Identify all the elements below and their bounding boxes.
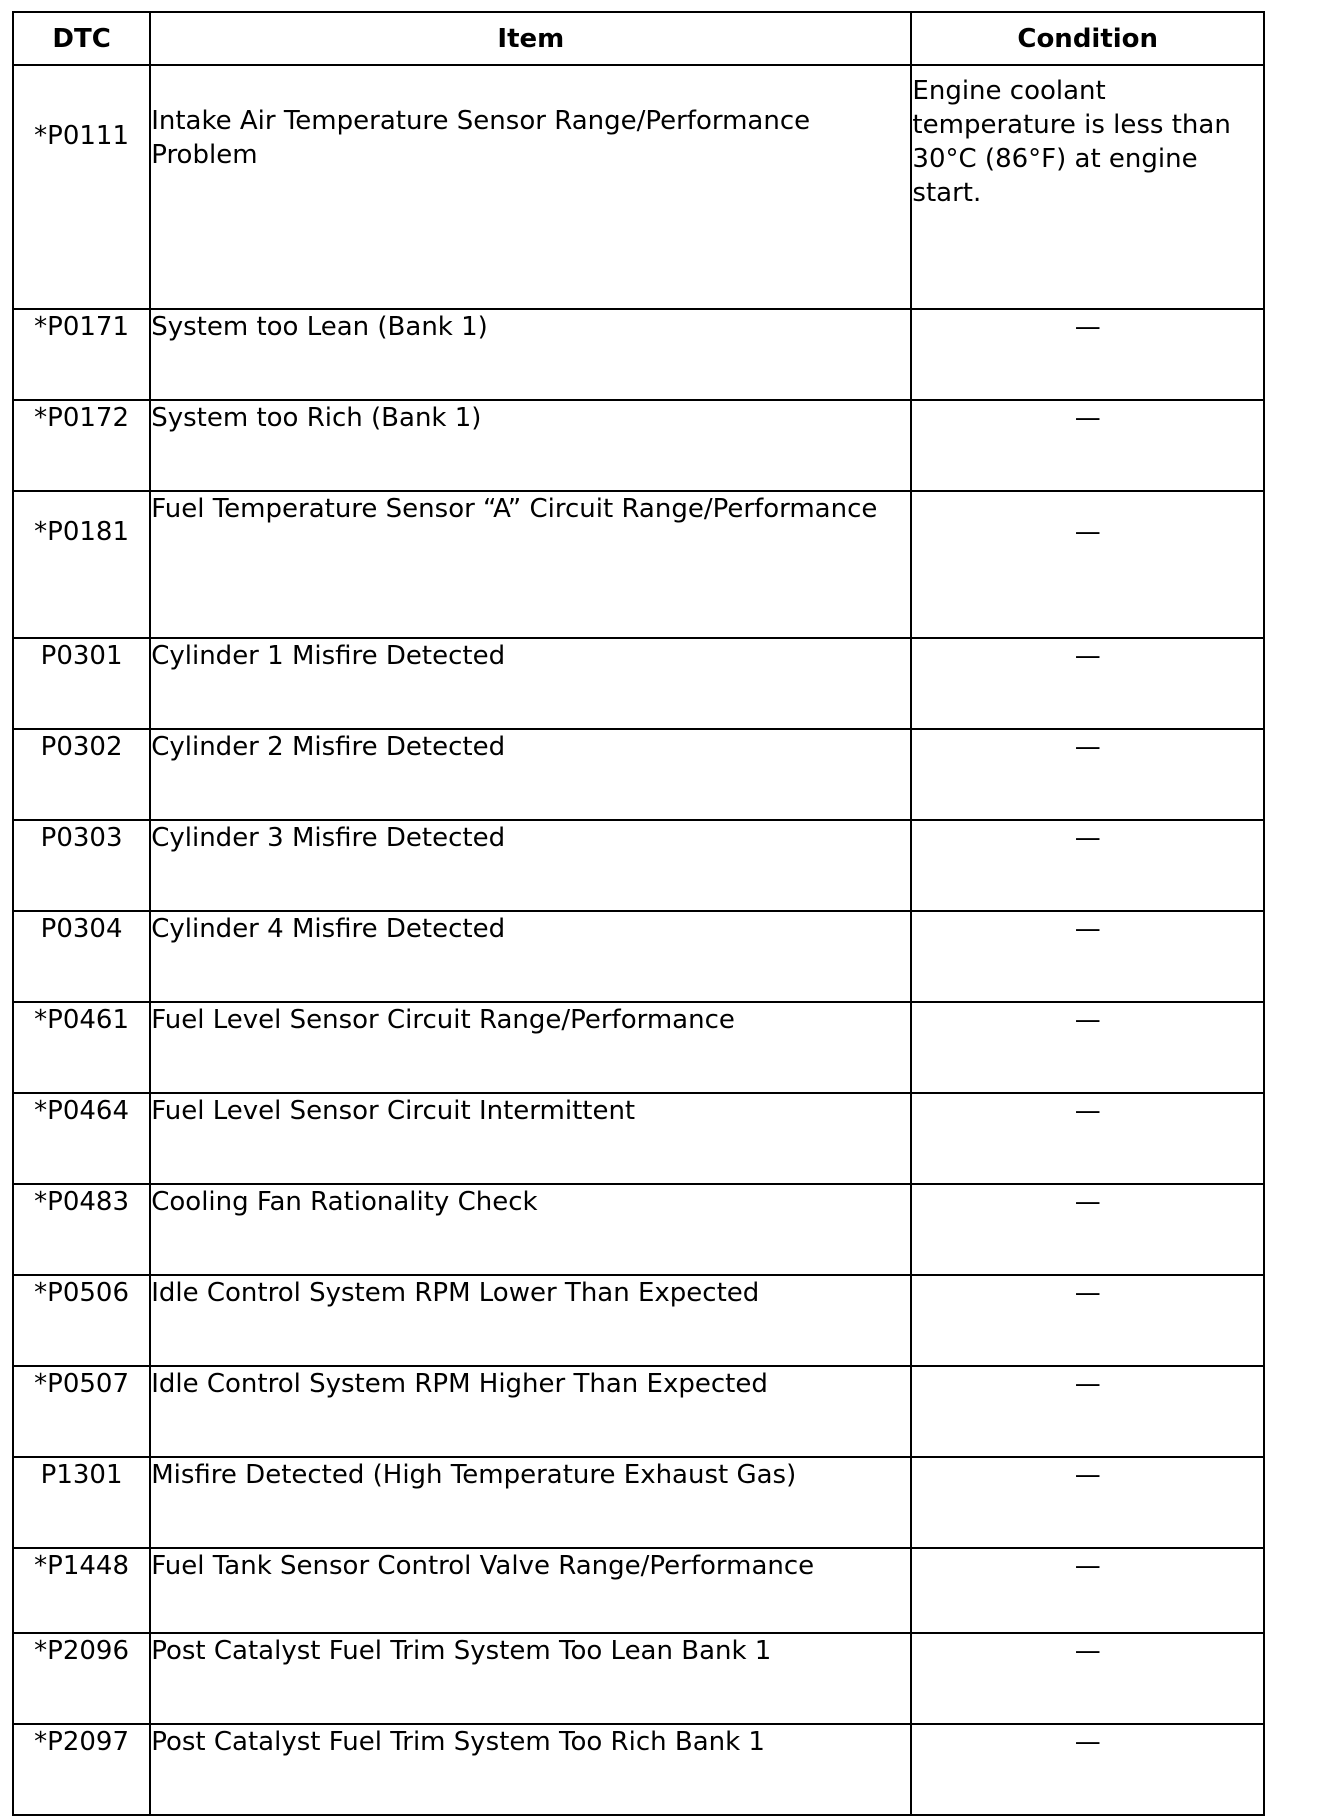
dtc-code: *P0111	[13, 65, 150, 309]
dtc-condition: —	[911, 309, 1264, 400]
dtc-condition: —	[911, 491, 1264, 638]
dtc-code: *P0181	[13, 491, 150, 638]
table-row	[13, 491, 1264, 638]
dtc-condition: —	[911, 820, 1264, 911]
dtc-code: *P0507	[13, 1366, 150, 1457]
dtc-item: Idle Control System RPM Lower Than Expected	[150, 1275, 911, 1366]
dtc-code: *P2096	[13, 1633, 150, 1724]
table-row	[13, 1724, 1264, 1815]
table-row	[13, 1366, 1264, 1457]
dtc-item: Cylinder 1 Misfire Detected	[150, 638, 911, 729]
dtc-code: P0302	[13, 729, 150, 820]
dtc-condition: —	[911, 1457, 1264, 1548]
dtc-code: *P0171	[13, 309, 150, 400]
dtc-code: *P1448	[13, 1548, 150, 1633]
table-row	[13, 1184, 1264, 1275]
dtc-item: System too Lean (Bank 1)	[150, 309, 911, 400]
table-row	[13, 1093, 1264, 1184]
table-row	[13, 1002, 1264, 1093]
dtc-code: *P0506	[13, 1275, 150, 1366]
dtc-table	[12, 11, 1265, 1816]
dtc-item: Cooling Fan Rationality Check	[150, 1184, 911, 1275]
dtc-item: Cylinder 2 Misfire Detected	[150, 729, 911, 820]
dtc-condition: —	[911, 1724, 1264, 1815]
dtc-code: *P0172	[13, 400, 150, 491]
table-row	[13, 1275, 1264, 1366]
table-row	[13, 911, 1264, 1002]
dtc-item: Post Catalyst Fuel Trim System Too Rich Bank 1	[150, 1724, 911, 1815]
dtc-code: *P2097	[13, 1724, 150, 1815]
table-row	[13, 309, 1264, 400]
table-row	[13, 1633, 1264, 1724]
dtc-code: *P0461	[13, 1002, 150, 1093]
header-item: Item	[150, 12, 911, 65]
dtc-item: Misfire Detected (High Temperature Exhaust Gas)	[150, 1457, 911, 1548]
dtc-item: Post Catalyst Fuel Trim System Too Lean Bank 1	[150, 1633, 911, 1724]
dtc-condition: —	[911, 400, 1264, 491]
table-row	[13, 820, 1264, 911]
dtc-item: Intake Air Temperature Sensor Range/Performance Problem	[150, 65, 911, 309]
table-row	[13, 400, 1264, 491]
dtc-condition: —	[911, 1548, 1264, 1633]
dtc-condition: —	[911, 729, 1264, 820]
table-row	[13, 65, 1264, 309]
dtc-condition: —	[911, 638, 1264, 729]
dtc-code: P0304	[13, 911, 150, 1002]
dtc-code: P0301	[13, 638, 150, 729]
dtc-item: Idle Control System RPM Higher Than Expected	[150, 1366, 911, 1457]
header-condition: Condition	[911, 12, 1264, 65]
dtc-item: Fuel Temperature Sensor “A” Circuit Range/Performance	[150, 491, 911, 638]
dtc-condition: —	[911, 911, 1264, 1002]
dtc-condition: Engine coolant temperature is less than 30°C (86°F) at engine start.	[911, 65, 1264, 309]
dtc-code: *P0483	[13, 1184, 150, 1275]
table-row	[13, 1548, 1264, 1633]
dtc-item: Cylinder 4 Misfire Detected	[150, 911, 911, 1002]
table-header-row	[13, 12, 1264, 65]
table-row	[13, 638, 1264, 729]
dtc-condition: —	[911, 1633, 1264, 1724]
dtc-condition: —	[911, 1184, 1264, 1275]
table-row	[13, 729, 1264, 820]
dtc-code: P1301	[13, 1457, 150, 1548]
dtc-condition: —	[911, 1093, 1264, 1184]
dtc-item: Fuel Level Sensor Circuit Intermittent	[150, 1093, 911, 1184]
dtc-condition: —	[911, 1275, 1264, 1366]
dtc-item: Fuel Level Sensor Circuit Range/Performance	[150, 1002, 911, 1093]
dtc-code: *P0464	[13, 1093, 150, 1184]
dtc-item: System too Rich (Bank 1)	[150, 400, 911, 491]
header-dtc: DTC	[13, 12, 150, 65]
dtc-condition: —	[911, 1002, 1264, 1093]
dtc-item: Cylinder 3 Misfire Detected	[150, 820, 911, 911]
dtc-condition: —	[911, 1366, 1264, 1457]
table-row	[13, 1457, 1264, 1548]
dtc-code: P0303	[13, 820, 150, 911]
dtc-item: Fuel Tank Sensor Control Valve Range/Performance	[150, 1548, 911, 1633]
